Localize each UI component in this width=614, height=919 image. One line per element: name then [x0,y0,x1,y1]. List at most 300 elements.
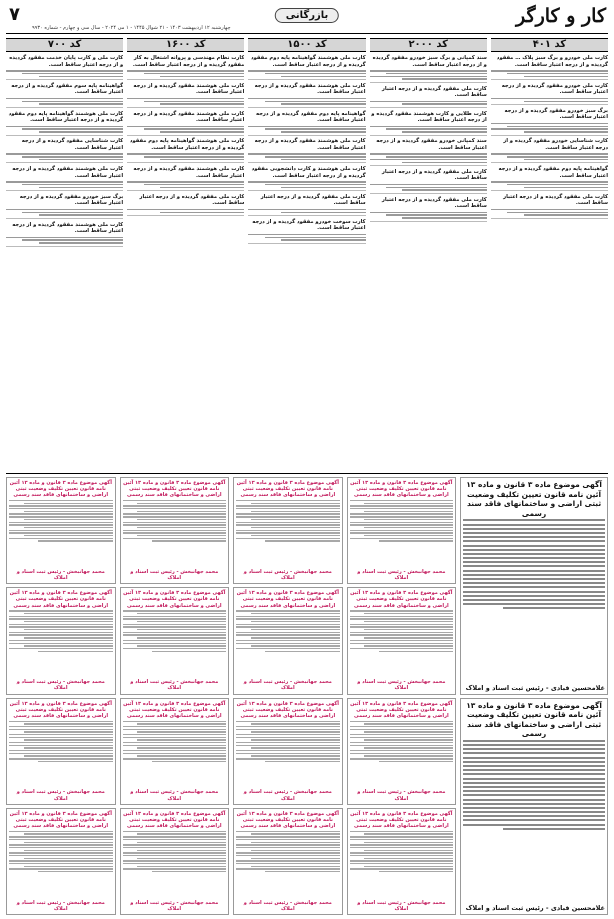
ad-divider [370,165,487,166]
text-line [236,530,340,531]
legal-notice [233,477,343,584]
ad-title: گواهینامه پایه دوم مفقود گردیده و از درجه اعتبار ساقط است. [498,166,608,179]
text-line [123,868,227,869]
classified-ad [491,138,608,163]
text-line [507,184,608,186]
text-line [123,648,227,649]
text-line [9,618,113,619]
text-line [39,187,123,189]
text-line [38,761,113,762]
text-line [350,737,454,738]
text-line [463,565,605,567]
text-line [350,868,454,869]
text-line [281,187,365,189]
text-line [39,242,123,244]
text-line [123,721,227,722]
text-line [127,98,244,100]
classified-ad [127,83,244,108]
ad-title: گواهینامه پایه دوم مفقود گردیده و از درجه اعتبار ساقط است. [256,110,366,123]
text-line [463,532,605,534]
ad-divider [248,190,365,191]
text-line [350,513,454,514]
text-line [350,839,454,840]
ad-body [491,180,608,188]
text-line [364,747,453,748]
text-line [22,184,123,186]
classified-ad [370,138,487,166]
notice-body [350,610,454,677]
notice-signature: محمد جهانبخش - رئیس ثبت اسناد و املاک [130,679,219,692]
text-line [22,101,123,103]
ad-title: کارت ملی و کارت پایان خدمت مفقود گردیده و از درجه اعتبار ساقط است. [9,55,124,68]
text-line [503,607,605,609]
text-line [236,860,340,861]
text-line [463,744,605,746]
text-line [248,70,365,72]
text-line [123,624,227,625]
text-line [350,648,454,649]
masthead [6,4,608,34]
notice-body [123,721,227,788]
text-line [350,742,454,743]
notice-column [233,477,343,915]
text-line [350,538,454,539]
text-line [123,745,227,746]
text-line [9,513,113,514]
classified-ad [127,111,244,136]
ad-divider [127,107,244,108]
classified-ad [248,111,365,136]
classified-ad [127,55,244,80]
ad-body [127,208,244,213]
text-line [350,729,454,730]
text-line [38,540,113,541]
text-line [236,836,340,837]
text-line [236,616,340,617]
text-line [137,645,226,646]
text-line [9,839,113,840]
notice-body [9,500,113,567]
ad-divider [491,104,608,105]
notice-signature: محمد جهانبخش - رئیس ثبت اسناد و املاک [243,789,332,802]
text-line [463,752,605,754]
text-line [463,811,605,813]
text-line [236,742,340,743]
ad-divider [370,82,487,83]
text-line [123,734,227,735]
notice-signature: غلامحسین قبادی - رئیس ثبت اسناد و املاک [465,683,605,692]
ad-body [370,183,487,191]
text-line [236,618,340,619]
notice-title: آگهی موضوع ماده ۳ قانون و ماده ۱۳ آئین نامه قانون تعیین تکلیف وضعیت ثبتی اراضی و ساختمانهای فاقد سند رسمی [236,480,339,499]
notice-title: آگهی موضوع ماده ۳ قانون و ماده ۱۳ آئین نامه قانون تعیین تکلیف وضعیت ثبتی اراضی و ساختمانهای فاقد سند رسمی [236,700,339,719]
text-line [463,778,605,780]
text-line [507,212,608,214]
text-line [6,153,123,155]
text-line [251,645,340,646]
text-line [364,723,453,724]
text-line [9,758,113,759]
text-line [350,516,454,517]
text-line [160,187,244,189]
text-line [463,578,605,580]
text-line [9,634,113,635]
text-line [350,855,454,856]
text-line [9,734,113,735]
text-line [39,131,123,133]
text-line [463,599,605,601]
ad-title: کارت ملی هوشمند گواهینامه پایه دوم مفقود گردیده و از درجه اعتبار ساقط است. [251,55,366,68]
text-line [350,532,454,533]
ad-body [127,125,244,133]
ad-title: کارت نظام مهندسی و پروانه اشتغال به کار مفقود گردیده و از درجه اعتبار ساقط است. [132,55,245,68]
text-line [6,181,123,183]
text-line [364,833,453,834]
text-line [350,844,454,845]
notice-title: آگهی موضوع ماده ۳ قانون و ماده ۱۳ آئین نامه قانون تعیین تکلیف وضعیت ثبتی اراضی و ساختمانهای فاقد سند رسمی [236,810,339,830]
text-line [39,76,123,78]
text-line [9,844,113,845]
text-line [144,184,245,186]
text-line [463,574,605,576]
classified-ad [6,166,123,191]
ad-divider [370,193,487,194]
text-line [152,540,227,541]
text-line [137,629,226,630]
classified-ad [6,138,123,163]
legal-notice [6,477,116,584]
text-line [236,726,340,727]
text-line [364,629,453,630]
classified-ad [127,194,244,216]
notice-body [9,610,113,677]
ad-title: کارت ملی هوشمند مفقود گردیده و از درجه اعتبار ساقط است. [12,221,124,234]
text-line [127,153,244,155]
ad-body [370,211,487,219]
ad-body [127,152,244,160]
classified-ad [248,194,365,216]
ad-body [491,208,608,216]
text-line [152,761,227,762]
text-line [251,503,340,504]
text-line [9,640,113,641]
text-line [248,209,365,211]
text-line [524,159,608,161]
legal-notices-area [6,473,608,915]
ad-divider [127,215,244,216]
notice-body [123,500,227,567]
text-line [123,847,227,848]
text-line [350,836,454,837]
text-line [137,842,226,843]
notice-signature: محمد جهانبخش - رئیس ثبت اسناد و املاک [16,899,105,912]
notice-title: آگهی موضوع ماده ۳ قانون و ماده ۱۳ آئین نامه قانون تعیین تکلیف وضعیت ثبتی اراضی و ساختمانهای فاقد سند رسمی [123,480,226,499]
classified-ad [491,108,608,136]
notice-title: آگهی موضوع ماده ۳ قانون و ماده ۱۳ آئین نامه قانون تعیین تکلیف وضعیت ثبتی اراضی و ساختمانهای فاقد سند رسمی [9,700,112,719]
ad-title: کارت ملی مفقود گردیده و از درجه اعتبار ساقط است. [381,196,487,210]
text-line [251,613,340,614]
text-line [9,847,113,848]
classified-ad [6,111,123,136]
text-line [9,626,113,627]
legal-notice [120,698,230,805]
ad-divider [491,162,608,163]
text-line [160,103,244,105]
text-line [137,858,226,859]
text-line [350,860,454,861]
text-line [123,610,227,611]
legal-notice [233,698,343,805]
text-line [144,156,245,158]
text-line [123,729,227,730]
text-line [281,159,365,161]
text-line [144,101,245,103]
legal-notice [6,698,116,805]
text-line [6,98,123,100]
notice-signature: محمد جهانبخش - رئیس ثبت اسناد و املاک [357,568,446,582]
text-line [123,831,227,832]
ad-body [6,97,123,105]
ad-title: کارت ملی خودرو و برگ سبز پلاک … مفقود گردیده و از درجه اعتبار ساقط است. [496,55,608,68]
text-line [364,645,453,646]
main-notice-column [460,477,608,915]
text-line [9,831,113,832]
text-line [463,591,605,593]
text-line [370,184,487,186]
legal-notice [347,477,457,584]
classified-column [248,38,365,468]
text-line [9,508,113,509]
notice-signature: محمد جهانبخش - رئیس ثبت اسناد و املاک [357,789,446,802]
text-line [364,637,453,638]
text-line [463,799,605,801]
text-line [123,532,227,533]
text-line [463,773,605,775]
text-line [364,739,453,740]
text-line [463,528,605,530]
text-line [507,126,608,128]
text-line [236,648,340,649]
newspaper-logo: کار و کارگر [516,5,606,27]
text-line [281,239,365,241]
text-line [463,545,605,547]
text-line [144,128,245,130]
text-line [6,70,123,72]
text-line [137,503,226,504]
ad-body [248,233,365,241]
classified-ad [370,197,487,222]
text-line [524,131,608,133]
text-line [39,214,123,216]
text-line [379,871,454,872]
text-line [386,214,487,216]
notice-column [6,477,116,915]
text-line [123,742,227,743]
text-line [350,753,454,754]
text-line [22,239,123,241]
text-line [236,508,340,509]
ad-body [491,152,608,160]
classified-column [127,38,244,468]
legal-notice [347,808,457,915]
notice-title: آگهی موضوع ماده ۳ قانون و ماده ۱۳ آئین نامه قانون تعیین تکلیف وضعیت ثبتی اراضی و ساختمانهای فاقد سند رسمی [9,480,112,499]
text-line [350,634,454,635]
text-line [24,833,113,834]
text-line [248,181,365,183]
text-line [9,863,113,864]
text-line [137,637,226,638]
text-line [236,863,340,864]
ad-title: کارت طلایی و کارت هوشمند مفقود گردیده و از درجه اعتبار ساقط است. [371,110,487,123]
text-line [364,527,453,528]
text-line [236,532,340,533]
text-line [123,726,227,727]
text-line [9,632,113,633]
ad-title: کارت ملی مفقود گردیده و از درجه اعتبار ساقط است. [381,85,487,99]
notice-body [236,610,340,677]
legal-notice [347,698,457,805]
notice-column [120,477,230,915]
text-line [251,731,340,732]
text-line [22,73,123,75]
text-line [463,586,605,588]
ad-title: برگ سبز خودرو مفقود گردیده و از درجه اعتبار ساقط است. [19,193,124,207]
text-line [463,765,605,767]
text-line [463,769,605,771]
ad-divider [370,135,487,136]
ad-title: کارت ملی هوشمند گواهینامه پایه دوم مفقود گردیده و از درجه اعتبار ساقط است. [8,110,124,123]
ad-body [6,180,123,188]
text-line [350,626,454,627]
notice-signature: محمد جهانبخش - رئیس ثبت اسناد و املاک [16,568,105,582]
text-line [370,212,487,214]
ad-divider [6,107,123,108]
text-line [350,616,454,617]
text-line [251,621,340,622]
text-line [9,726,113,727]
text-line [9,643,113,644]
text-line [265,128,366,130]
ad-body [6,125,123,133]
text-line [127,126,244,128]
notice-title: آگهی موضوع ماده ۳ قانون و ماده ۱۳ آئین نامه قانون تعیین تکلیف وضعیت ثبتی اراضی و ساختمانهای فاقد سند رسمی [123,810,226,830]
text-line [463,819,605,821]
text-line [236,729,340,730]
text-line [463,570,605,572]
text-line [251,842,340,843]
classified-column [6,38,123,468]
text-line [236,844,340,845]
text-line [265,184,366,186]
text-line [507,73,608,75]
text-line [463,524,605,526]
code-header: کد ۱۶۰۰ [127,38,244,52]
notice-title: آگهی موضوع ماده ۳ قانون و ماده ۱۳ آئین نامه قانون تعیین تکلیف وضعیت ثبتی اراضی و ساختمانهای فاقد سند رسمی [350,810,453,830]
text-line [24,613,113,614]
text-line [236,626,340,627]
text-line [364,503,453,504]
notice-body [236,500,340,567]
notice-body [350,831,454,898]
notice-column [347,477,457,915]
notice-body [350,721,454,788]
text-line [236,516,340,517]
ad-divider [248,79,365,80]
text-line [265,73,366,75]
classified-ad [127,166,244,191]
text-line [265,156,366,158]
section-badge: بازرگانی [275,8,339,23]
classified-column [370,38,487,468]
text-line [123,758,227,759]
notice-body [9,721,113,788]
ad-title: کارت ملی هوشمند مفقود گردیده و از درجه اعتبار ساقط است. [133,110,245,123]
ad-title: کارت ملی مفقود گردیده و از درجه اعتبار ساقط است. [260,193,366,207]
text-line [251,833,340,834]
text-line [350,745,454,746]
legal-notice [460,698,608,916]
ad-divider [248,243,365,244]
text-line [236,524,340,525]
text-line [137,850,226,851]
text-line [350,618,454,619]
legal-notice [460,477,608,695]
text-line [236,839,340,840]
text-line [265,540,340,541]
text-line [386,156,487,158]
text-line [364,755,453,756]
text-line [364,858,453,859]
ad-body [248,69,365,77]
text-line [236,868,340,869]
text-line [402,103,486,105]
legal-notice [6,587,116,694]
text-line [364,519,453,520]
text-line [265,237,366,239]
ad-body [491,97,608,102]
text-line [350,610,454,611]
text-line [251,866,340,867]
legal-notice [120,808,230,915]
text-line [236,737,340,738]
text-line [236,721,340,722]
text-line [137,747,226,748]
notice-body [236,831,340,898]
text-line [127,209,244,211]
text-line [350,734,454,735]
text-line [137,866,226,867]
text-line [503,828,605,830]
ad-body [127,180,244,188]
classified-ad [370,86,487,108]
text-line [137,755,226,756]
text-line [463,519,605,521]
page-number: ۷ [9,4,20,25]
text-line [248,98,365,100]
notice-signature: محمد جهانبخش - رئیس ثبت اسناد و املاک [16,789,105,802]
text-line [370,70,487,72]
text-line [350,508,454,509]
text-line [137,739,226,740]
text-line [236,522,340,523]
classified-ad [370,111,487,136]
text-line [248,153,365,155]
text-line [402,78,486,80]
text-line [350,847,454,848]
ad-divider [248,162,365,163]
text-line [127,70,244,72]
legal-notice [6,808,116,915]
